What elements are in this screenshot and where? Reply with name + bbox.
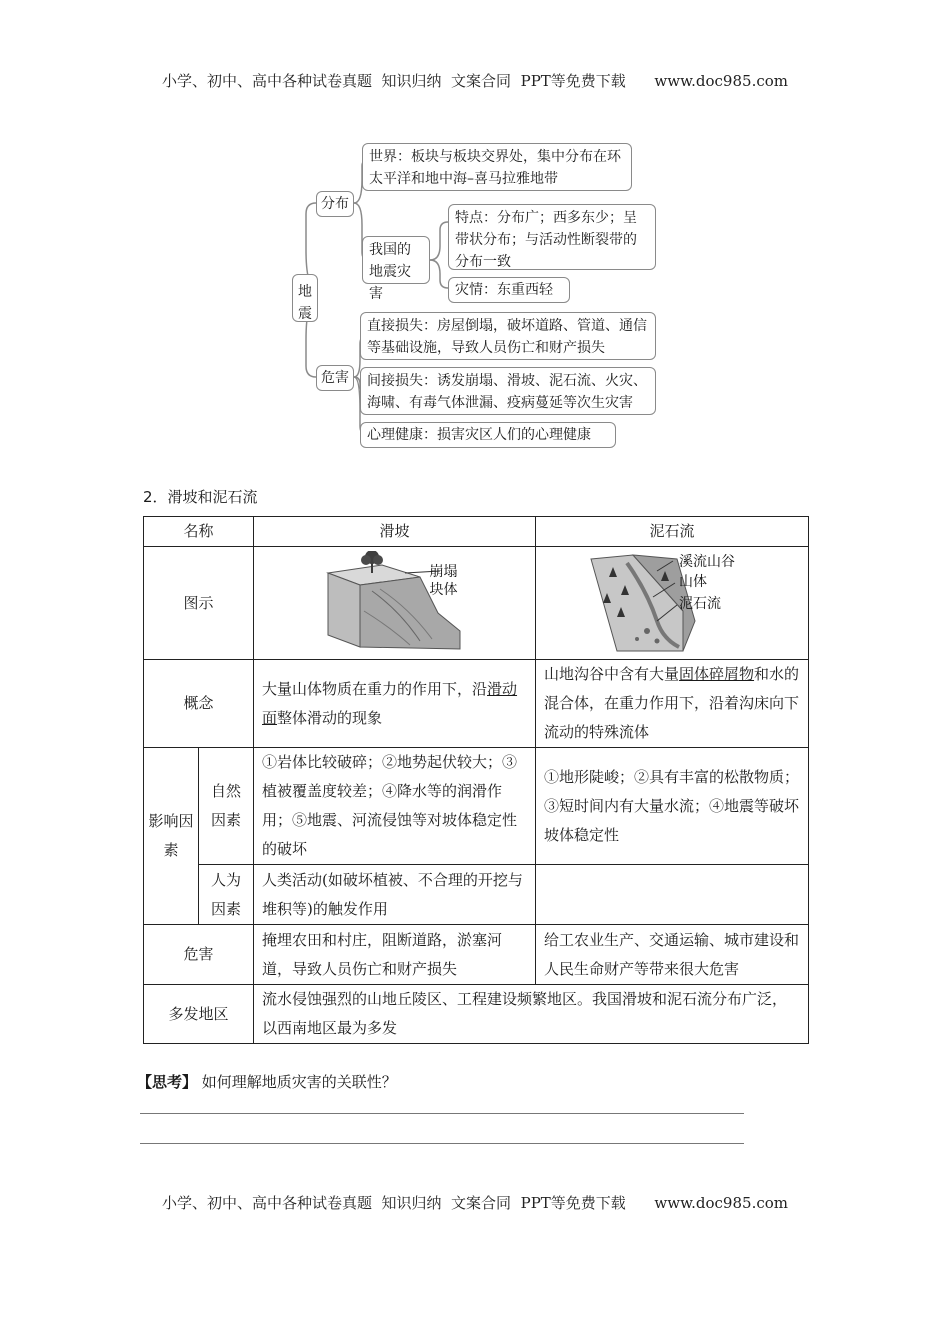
debris-figure-cell xyxy=(536,547,809,660)
table-row-natural-factors xyxy=(144,748,809,865)
harm-debris: 给工农业生产、交通运输、城市建设和人民生命财产等带来很大危害 xyxy=(536,925,809,985)
node-china-features: 特点：分布广；西多东少；呈带状分布；与活动性断裂带的分布一致 xyxy=(448,204,656,270)
debris-label-flow: 泥石流 xyxy=(679,596,722,612)
factors-label: 影响因素 xyxy=(144,748,199,925)
debris-label-mountain: 山体 xyxy=(679,574,708,590)
section-title: 2．滑坡和泥石流 xyxy=(143,488,258,506)
table-row-concept xyxy=(144,660,809,748)
node-mental-health: 心理健康：损害灾区人们的心理健康 xyxy=(360,422,616,448)
human-factors-landslide: 人类活动(如破坏植被、不合理的开挖与堆积等)的触发作用 xyxy=(254,865,536,925)
landslide-debris-table xyxy=(143,516,809,1044)
concept-landslide xyxy=(254,660,536,748)
header-debris-flow: 泥石流 xyxy=(536,517,809,547)
node-hazards: 危害 xyxy=(316,365,354,391)
page-header: 小学、初中、高中各种试卷真题 知识归纳 文案合同 PPT等免费下载 www.doc985.com xyxy=(161,72,788,90)
natural-factors-label: 自然因素 xyxy=(199,748,254,865)
earthquake-mindmap xyxy=(0,0,950,460)
think-tag: 【思考】 xyxy=(137,1073,198,1091)
debris-flow-figure xyxy=(587,551,757,655)
landslide-figure-cell xyxy=(254,547,536,660)
landslide-label-collapse: 崩塌 xyxy=(429,564,458,580)
node-world: 世界：板块与板块交界处，集中分布在环太平洋和地中海–喜马拉雅地带 xyxy=(362,143,632,191)
debris-label-valley: 溪流山谷 xyxy=(679,554,736,570)
natural-factors-landslide: ①岩体比较破碎；②地势起伏较大；③植被覆盖度较差；④降水等的润滑作用；⑤地震、河流侵蚀等对坡体稳定性的破坏 xyxy=(254,748,536,865)
header-landslide: 滑坡 xyxy=(254,517,536,547)
page-footer: 小学、初中、高中各种试卷真题 知识归纳 文案合同 PPT等免费下载 www.doc985.com xyxy=(161,1194,788,1212)
think-question xyxy=(137,1071,397,1092)
harm-landslide: 掩埋农田和村庄，阻断道路，淤塞河道，导致人员伤亡和财产损失 xyxy=(254,925,536,985)
landslide-figure xyxy=(320,551,470,655)
concept-debris-text-1: 山地沟谷中含有大量 xyxy=(544,665,680,683)
concept-landslide-key-term: 滑动面 xyxy=(262,679,518,727)
connector-china-features xyxy=(430,222,448,260)
node-indirect-loss: 间接损失：诱发崩塌、滑坡、泥石流、火灾、海啸、有毒气体泄漏、疫病蔓延等次生灾害 xyxy=(360,367,656,415)
areas-label: 多发地区 xyxy=(144,985,254,1044)
table-row-human-factors xyxy=(144,865,809,925)
node-china-quake: 我国的地震灾害 xyxy=(362,236,430,284)
human-factors-label: 人为因素 xyxy=(199,865,254,925)
human-factors-debris xyxy=(536,865,809,925)
node-china-situation: 灾情：东重西轻 xyxy=(448,277,570,303)
mindmap-root-earthquake: 地震 xyxy=(292,274,318,322)
concept-landslide-text-2: 整体滑动的现象 xyxy=(277,708,383,727)
concept-debris-key-term: 固体碎屑物 xyxy=(679,665,755,683)
concept-debris xyxy=(536,660,809,748)
concept-debris-text-2: 和水的混合体，在重力作用下，沿着沟床向下流动的特殊流体 xyxy=(544,665,800,741)
node-distribution: 分布 xyxy=(316,191,354,217)
table-row-harm xyxy=(144,925,809,985)
table-row-figure xyxy=(144,547,809,660)
concept-landslide-text-1: 大量山体物质在重力的作用下，沿 xyxy=(262,679,488,698)
node-direct-loss: 直接损失：房屋倒塌，破坏道路、管道、通信等基础设施，导致人员伤亡和财产损失 xyxy=(360,312,656,360)
figure-label: 图示 xyxy=(144,547,254,660)
areas-text: 流水侵蚀强烈的山地丘陵区、工程建设频繁地区。我国滑坡和泥石流分布广泛，以西南地区最为多发 xyxy=(254,985,809,1044)
header-name: 名称 xyxy=(144,517,254,547)
concept-label: 概念 xyxy=(144,660,254,748)
answer-line-2 xyxy=(140,1143,744,1144)
landslide-label-block: 块体 xyxy=(429,582,458,598)
connector-china-situation xyxy=(430,260,448,288)
think-question-text: 如何理解地质灾害的关联性？ xyxy=(201,1073,397,1091)
table-header-row xyxy=(144,517,809,547)
table-row-areas xyxy=(144,985,809,1044)
natural-factors-debris: ①地形陡峻；②具有丰富的松散物质；③短时间内有大量水流；④地震等破坏坡体稳定性 xyxy=(536,748,809,865)
answer-line-1 xyxy=(140,1113,744,1114)
harm-label: 危害 xyxy=(144,925,254,985)
